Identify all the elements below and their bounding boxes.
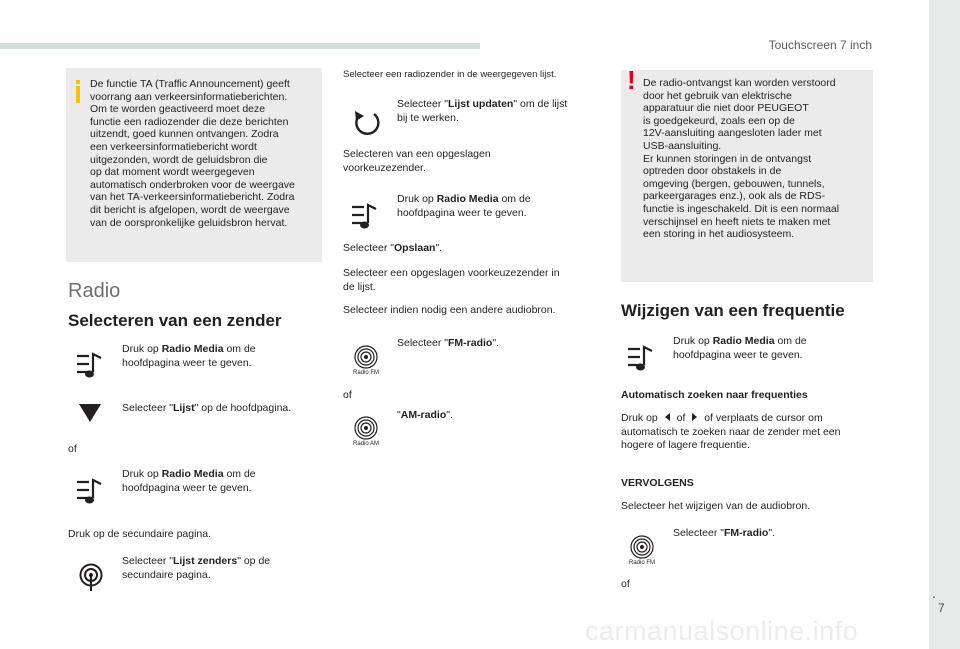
radio-media-icon (627, 341, 659, 375)
step-radio-media-1: Druk op Radio Media om de hoofdpagina weer te geven. (122, 343, 256, 369)
info-i-bar (76, 86, 80, 103)
section-title-change-frequency: Wijzigen van een frequentie (621, 301, 845, 320)
info-text: De functie TA (Traffic Announcement) geeft voorrang aan verkeersinformatieberichten. Om te worden geactiveerd moet deze functie een radiozender die deze berichten uitzendt, goed kunnen ontvangen. Zodra een verkeersinformatiebericht wordt uitgezonden, wordt de geluidsbron die op dat moment wordt weergegeven automatisch onderbroken voor de weergave van het TA-verkeersinformatiebericht. Zodra dit bericht is afgelopen, wordt de weergave van de oorspronkelijke geluidsbron hervat. (90, 78, 295, 229)
radio-media-icon (76, 348, 108, 382)
radio-am-label: Radio AM (352, 441, 379, 447)
auto-search-title: Automatisch zoeken naar frequenties (621, 389, 808, 401)
side-tab (929, 0, 960, 649)
step-am-radio: "AM-radio". (397, 409, 453, 421)
step-update-list: Selecteer "Lijst updaten" om de lijst bij te werken. (397, 98, 568, 124)
warning-text: De radio-ontvangst kan worden verstoord door het gebruik van elektrische apparatuur die niet door PEUGEOT is goedgekeurd, zoals een op de 12V-aansluiting aangesloten lader met USB-aansluiting. Er kunnen storingen in de ontvangst optreden door obstakels in de omgeving (bergen, gebouwen, tunnels, parkeergarages enz.), ook als de RDS- functie is ingeschakeld. Dit is een normaal verschijnsel en heeft niets te maken met een storing in het audiosysteem. (643, 77, 840, 241)
preset-title: Selecteren van een opgeslagen voorkeuzezender. (343, 148, 491, 174)
or-text-2: of (343, 389, 352, 401)
step-fm-radio: Selecteer "FM-radio". (397, 337, 499, 349)
intro-text: Selecteer een radiozender in de weergegeven lijst. (343, 69, 557, 80)
radio-heading: Radio (68, 280, 121, 302)
info-box-ta (66, 68, 322, 262)
radio-media-icon (351, 199, 383, 233)
step-select-list: Selecteer "Lijst" op de hoofdpagina. (122, 402, 292, 414)
step-radio-media-4: Druk op Radio Media om de hoofdpagina weer te geven. (673, 335, 807, 361)
step-station-list: Selecteer "Lijst zenders" op de secundaire pagina. (122, 555, 271, 581)
radio-fm-label: Radio FM (352, 370, 379, 376)
radio-media-icon (76, 474, 108, 508)
arrow-right-icon (692, 412, 697, 426)
section-title-select-station: Selecteren van een zender (68, 311, 282, 330)
change-source-text: Selecteer het wijzigen van de audiobron. (621, 500, 811, 512)
step-radio-media-3: Druk op Radio Media om de hoofdpagina weer te geven. (397, 193, 531, 219)
auto-search-text: Druk op of of verplaats de cursor om automatisch te zoeken naar de zender met een hogere of lagere frequentie. (621, 412, 841, 451)
info-i-dot (76, 80, 80, 84)
radio-fm-label: Radio FM (628, 560, 655, 566)
arrow-left-icon (665, 412, 670, 426)
other-source-text: Selecteer indien nodig een andere audiobron. (343, 304, 556, 316)
step-fm-radio-2: Selecteer "FM-radio". (673, 527, 775, 539)
secondary-page-text: Druk op de secundaire pagina. (68, 528, 212, 540)
radio-fm-icon (627, 534, 657, 570)
warning-box-reception (621, 65, 873, 282)
header-rule (0, 43, 480, 49)
antenna-icon (78, 563, 104, 591)
page-number: 7 (938, 601, 945, 615)
radio-am-icon (351, 415, 381, 451)
step-save: Selecteer "Opslaan". (343, 242, 443, 254)
radio-fm-icon (351, 344, 381, 380)
page-dot: . (932, 585, 936, 601)
or-text-1: of (68, 443, 77, 455)
next-title: VERVOLGENS (621, 477, 694, 489)
triangle-down-icon (79, 404, 101, 422)
step-radio-media-2: Druk op Radio Media om de hoofdpagina weer te geven. (122, 468, 256, 494)
refresh-icon (352, 108, 382, 138)
warning-icon: ! (627, 65, 636, 95)
choose-preset-text: Selecteer een opgeslagen voorkeuzezender in de lijst. (343, 267, 560, 293)
or-text-3: of (621, 578, 630, 590)
watermark: carmanualsonline.info (585, 616, 859, 646)
page-header-title: Touchscreen 7 inch (768, 38, 872, 52)
